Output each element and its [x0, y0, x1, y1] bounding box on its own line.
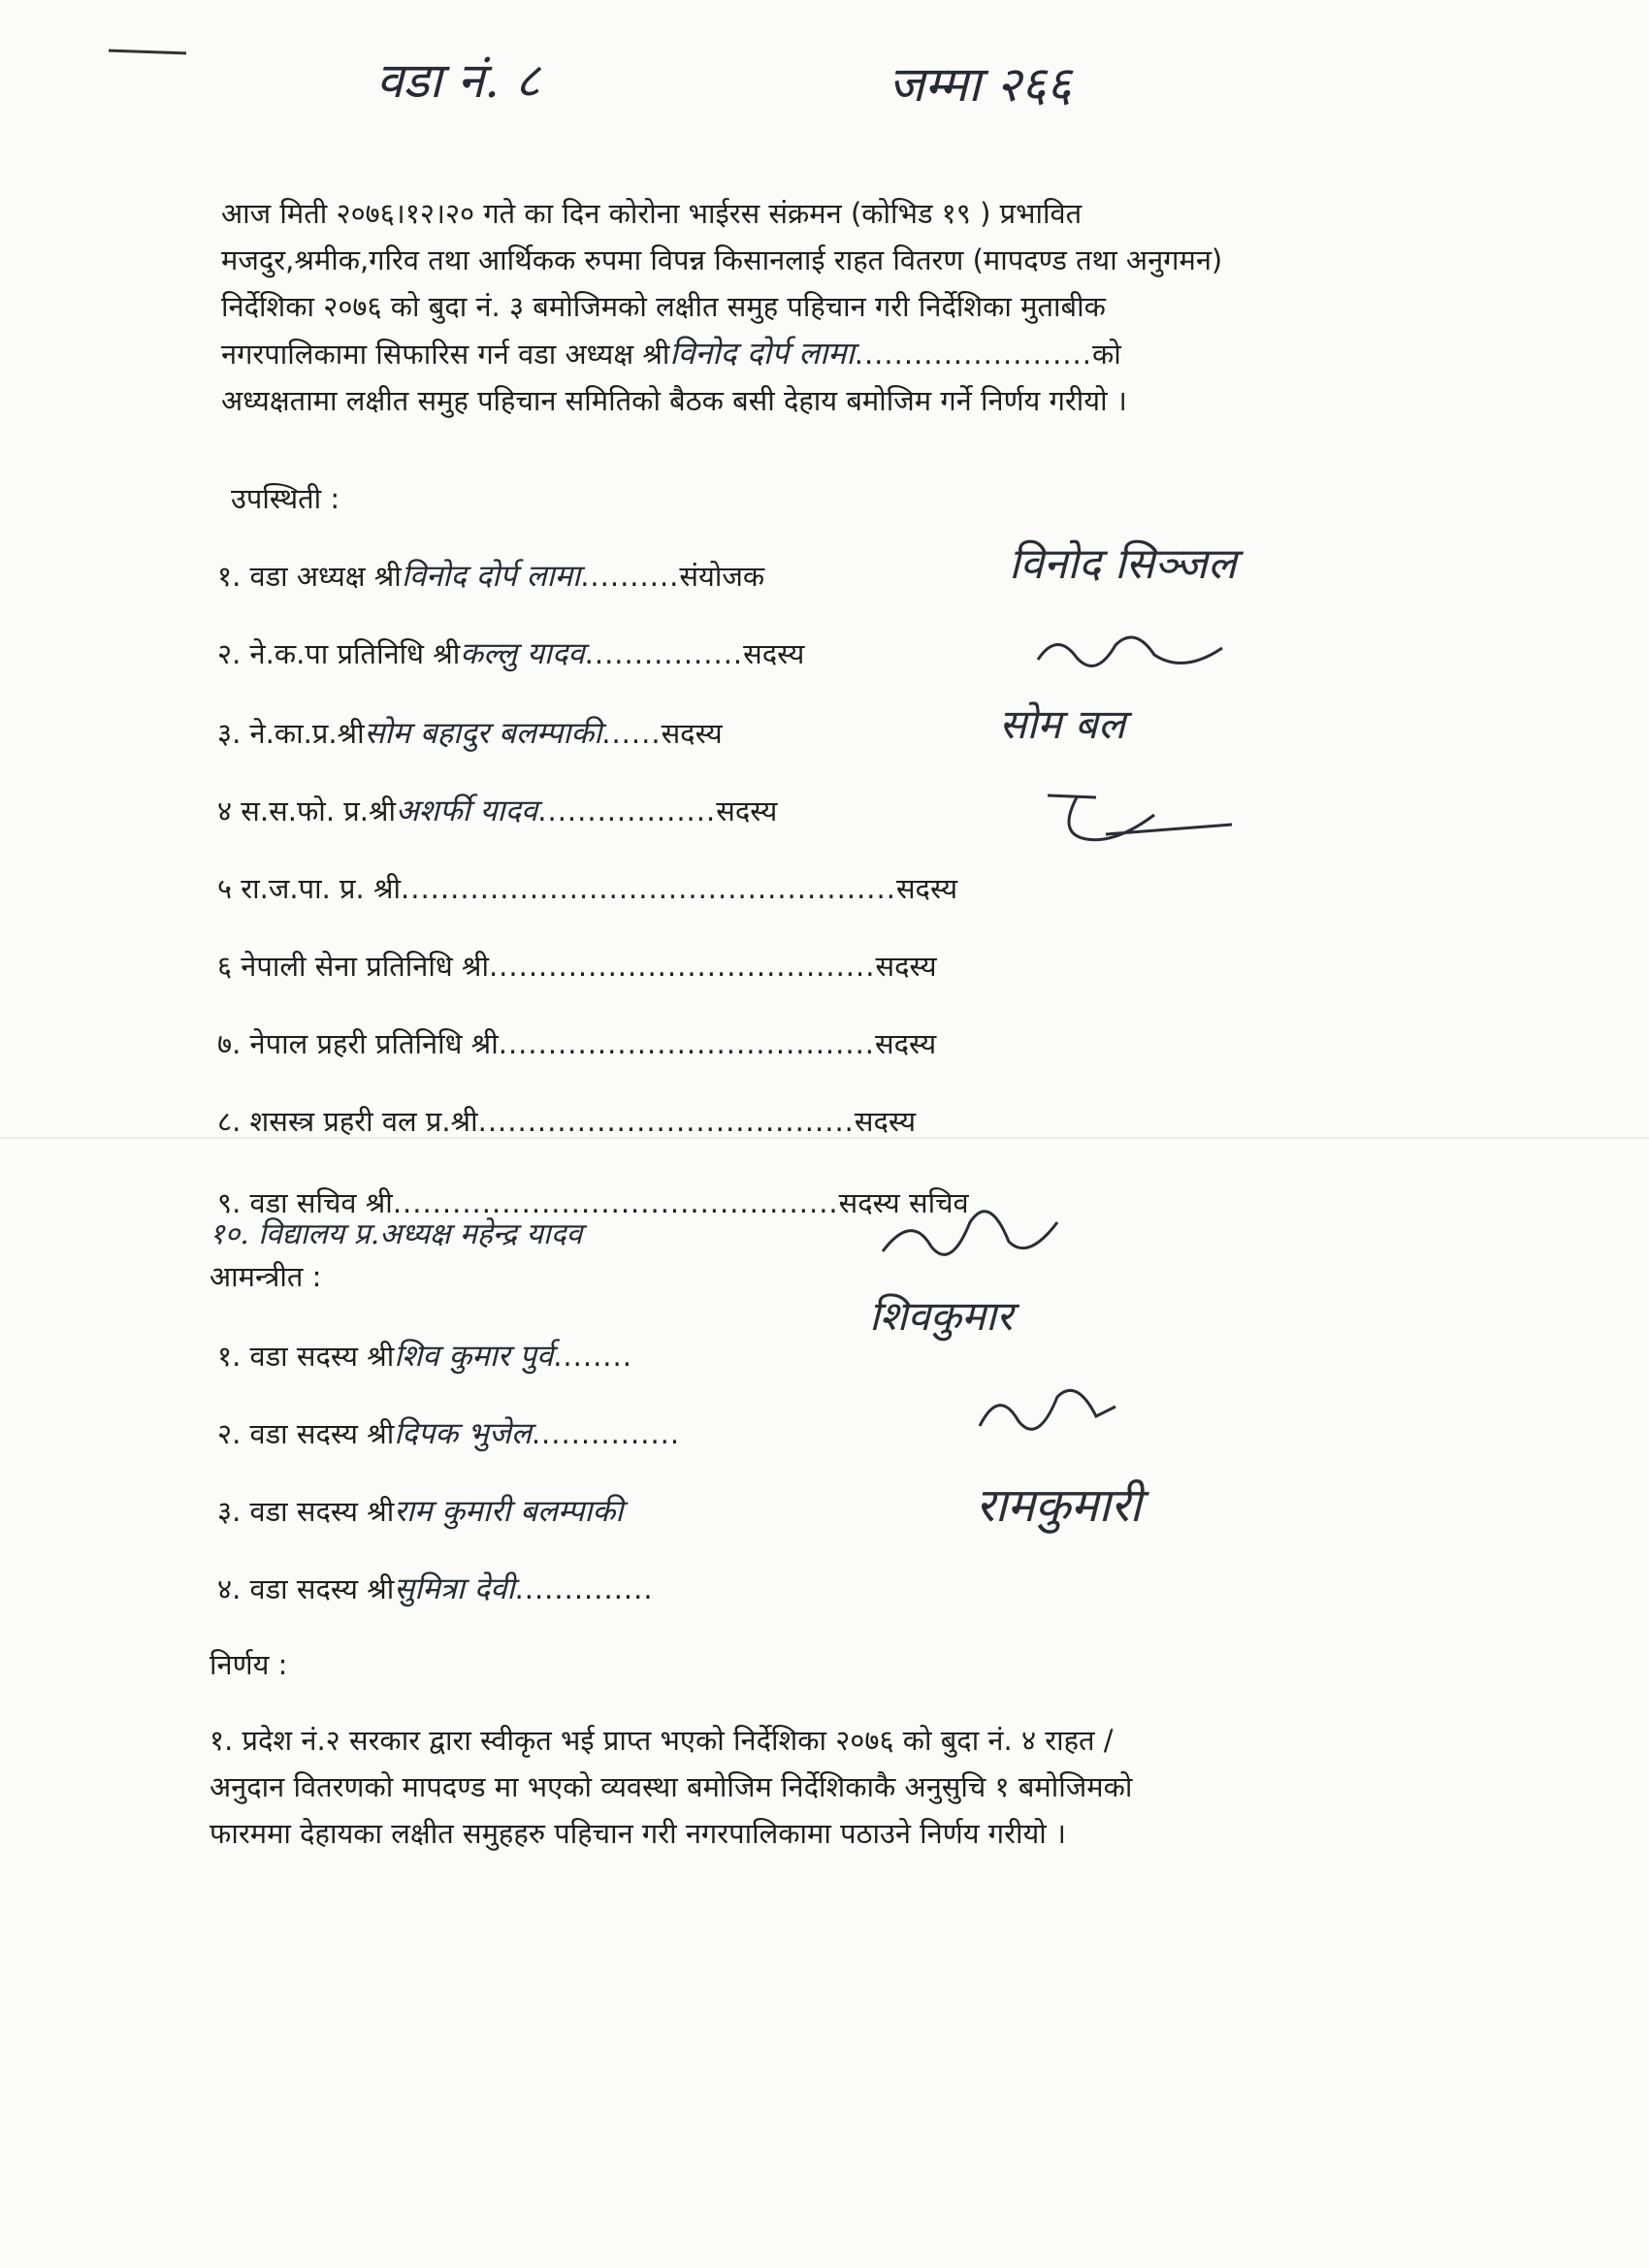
attendance-row: ६ नेपाली सेना प्रतिनिधि श्री.......................................सदस्य	[217, 950, 937, 983]
row-role: सदस्य	[743, 637, 805, 670]
row-label: ६ नेपाली सेना प्रतिनिधि श्री	[217, 950, 489, 983]
ward-number-handwritten: वडा नं. ८	[376, 52, 540, 109]
member-name-handwritten: विनोद दोर्प लामा	[401, 559, 581, 594]
invitee-row: ४. वडा सदस्य श्रीसुमित्रा देवी..............	[217, 1571, 654, 1606]
row-label: २. वडा सदस्य श्री	[217, 1417, 395, 1450]
row-role: सदस्य	[661, 717, 723, 750]
row-label: ८. शसस्त्र प्रहरी वल प्र.श्री	[217, 1105, 478, 1138]
intro-line-4: नगरपालिकामा सिफारिस गर्न वडा अध्यक्ष श्रीविनोद दोर्प लामा........................को	[221, 335, 1121, 372]
row-label: ९. वडा सचिव श्री	[217, 1186, 393, 1219]
invitee-row	[217, 1494, 623, 1529]
row-role: सदस्य	[875, 1027, 937, 1060]
row-label: १. वडा सदस्य श्री	[217, 1340, 395, 1373]
intro-line-1: आज मिती २०७६।१२।२० गते का दिन कोरोना भाईरस संक्रमन (कोभिड १९ ) प्रभावित	[221, 197, 1083, 230]
attendance-row: ९. वडा सचिव श्री.............................................सदस्य सचिव	[217, 1186, 969, 1219]
attendance-row: ७. नेपाल प्रहरी प्रतिनिधि श्री......................................सदस्य	[217, 1027, 937, 1060]
decision-line-2: अनुदान वितरणको मापदण्ड मा भएको व्यवस्था बमोजिम निर्देशिकाकै अनुसुचि १ बमोजिमको	[210, 1770, 1133, 1803]
signature-invitee-2-scribble	[970, 1377, 1125, 1445]
attendance-row: १. वडा अध्यक्ष श्रीविनोद दोर्प लामा..........संयोजक	[217, 559, 765, 594]
row-label: ७. नेपाल प्रहरी प्रतिनिधि श्री	[217, 1027, 499, 1060]
intro-paragraph	[221, 190, 1482, 424]
signature-3: सोम बल	[999, 700, 1126, 748]
intro-line-4-suffix: को	[1092, 338, 1121, 371]
row-role: सदस्य	[895, 872, 958, 905]
decision-heading: निर्णय :	[210, 1648, 288, 1681]
member-name-handwritten: सोम बहादुर बलम्पाकी	[364, 716, 602, 751]
extra-member-handwritten: १०. विद्यालय प्र.अध्यक्ष महेन्द्र यादव	[210, 1217, 583, 1251]
row-label: ४ स.स.फो. प्र.श्री	[217, 794, 397, 827]
total-count-handwritten: जम्मा २६६	[889, 56, 1072, 113]
attendance-row: ८. शसस्त्र प्रहरी वल प्र.श्री......................................सदस्य	[217, 1105, 917, 1138]
invitee-name-handwritten: सुमित्रा देवी	[394, 1571, 515, 1606]
row-label: १. वडा अध्यक्ष श्री	[217, 560, 402, 593]
signature-invitee-3: रामकुमारी	[976, 1478, 1142, 1533]
member-name-handwritten: अशर्फी यादव	[396, 794, 538, 828]
decision-line-1: १. प्रदेश नं.२ सरकार द्वारा स्वीकृत भई प्राप्त भएको निर्देशिका २०७६ को बुदा नं. ४ राहत /	[210, 1724, 1114, 1757]
invitee-name-handwritten: दिपक भुजेल	[394, 1416, 532, 1451]
invitee-row: २. वडा सदस्य श्रीदिपक भुजेल...............	[217, 1416, 681, 1451]
attendance-row: ५ रा.ज.पा. प्र. श्री..................................................सदस्य	[217, 872, 958, 905]
invitee-name-handwritten: राम कुमारी बलम्पाकी	[394, 1494, 624, 1529]
intro-line-2: मजदुर,श्रमीक,गरिव तथा आर्थिकक रुपमा विपन्न किसानलाई राहत वितरण (मापदण्ड तथा अनुगमन)	[221, 243, 1223, 276]
member-name-handwritten: कल्लु यादव	[460, 636, 585, 671]
pen-mark	[109, 49, 186, 55]
row-label: ३. ने.का.प्र.श्री	[217, 717, 365, 750]
attendance-row: ३. ने.का.प्र.श्रीसोम बहादुर बलम्पाकी......सदस्य	[217, 716, 723, 751]
signature-1: विनोद सिञ्जल	[1009, 539, 1237, 589]
row-label: २. ने.क.पा प्रतिनिधि श्री	[217, 637, 461, 670]
signature-secretary-scribble	[873, 1193, 1067, 1271]
row-role: संयोजक	[679, 560, 765, 593]
signature-2-scribble	[1028, 621, 1242, 679]
row-role: सदस्य सचिव	[838, 1186, 969, 1219]
intro-line-3: निर्देशिका २०७६ को बुदा नं. ३ बमोजिमको लक्षीत समुह पहिचान गरी निर्देशिका मुताबीक	[221, 290, 1106, 323]
invitee-name-handwritten: शिव कुमार पुर्व	[394, 1339, 554, 1374]
invitee-row: १. वडा सदस्य श्रीशिव कुमार पुर्व........	[217, 1339, 632, 1374]
signature-invitee-1: शिवकुमार	[869, 1292, 1014, 1340]
row-label: ३. वडा सदस्य श्री	[217, 1495, 395, 1528]
signature-4-scribble	[1038, 776, 1251, 854]
decision-paragraph	[210, 1717, 1412, 1857]
attendance-row: २. ने.क.पा प्रतिनिधि श्रीकल्लु यादव................सदस्य	[217, 636, 805, 671]
row-role: सदस्य	[716, 794, 778, 827]
row-label: ४. वडा सदस्य श्री	[217, 1572, 395, 1605]
attendance-row: ४ स.स.फो. प्र.श्रीअशर्फी यादव..................सदस्य	[217, 794, 778, 828]
invitees-heading: आमन्त्रीत :	[210, 1260, 322, 1293]
intro-line-4-prefix: नगरपालिकामा सिफारिस गर्न वडा अध्यक्ष श्री	[221, 338, 670, 371]
row-role: सदस्य	[854, 1105, 917, 1138]
row-label: ५ रा.ज.पा. प्र. श्री	[217, 872, 402, 905]
intro-line-5: अध्यक्षतामा लक्षीत समुह पहिचान समितिको बैठक बसी देहाय बमोजिम गर्ने निर्णय गरीयो ।	[221, 384, 1127, 417]
row-role: सदस्य	[875, 950, 937, 983]
attendance-heading: उपस्थिती :	[231, 482, 340, 515]
chairperson-name-handwritten: विनोद दोर्प लामा	[669, 335, 855, 372]
decision-line-3: फारममा देहायका लक्षीत समुहहरु पहिचान गरी नगरपालिकामा पठाउने निर्णय गरीयो ।	[210, 1817, 1067, 1850]
